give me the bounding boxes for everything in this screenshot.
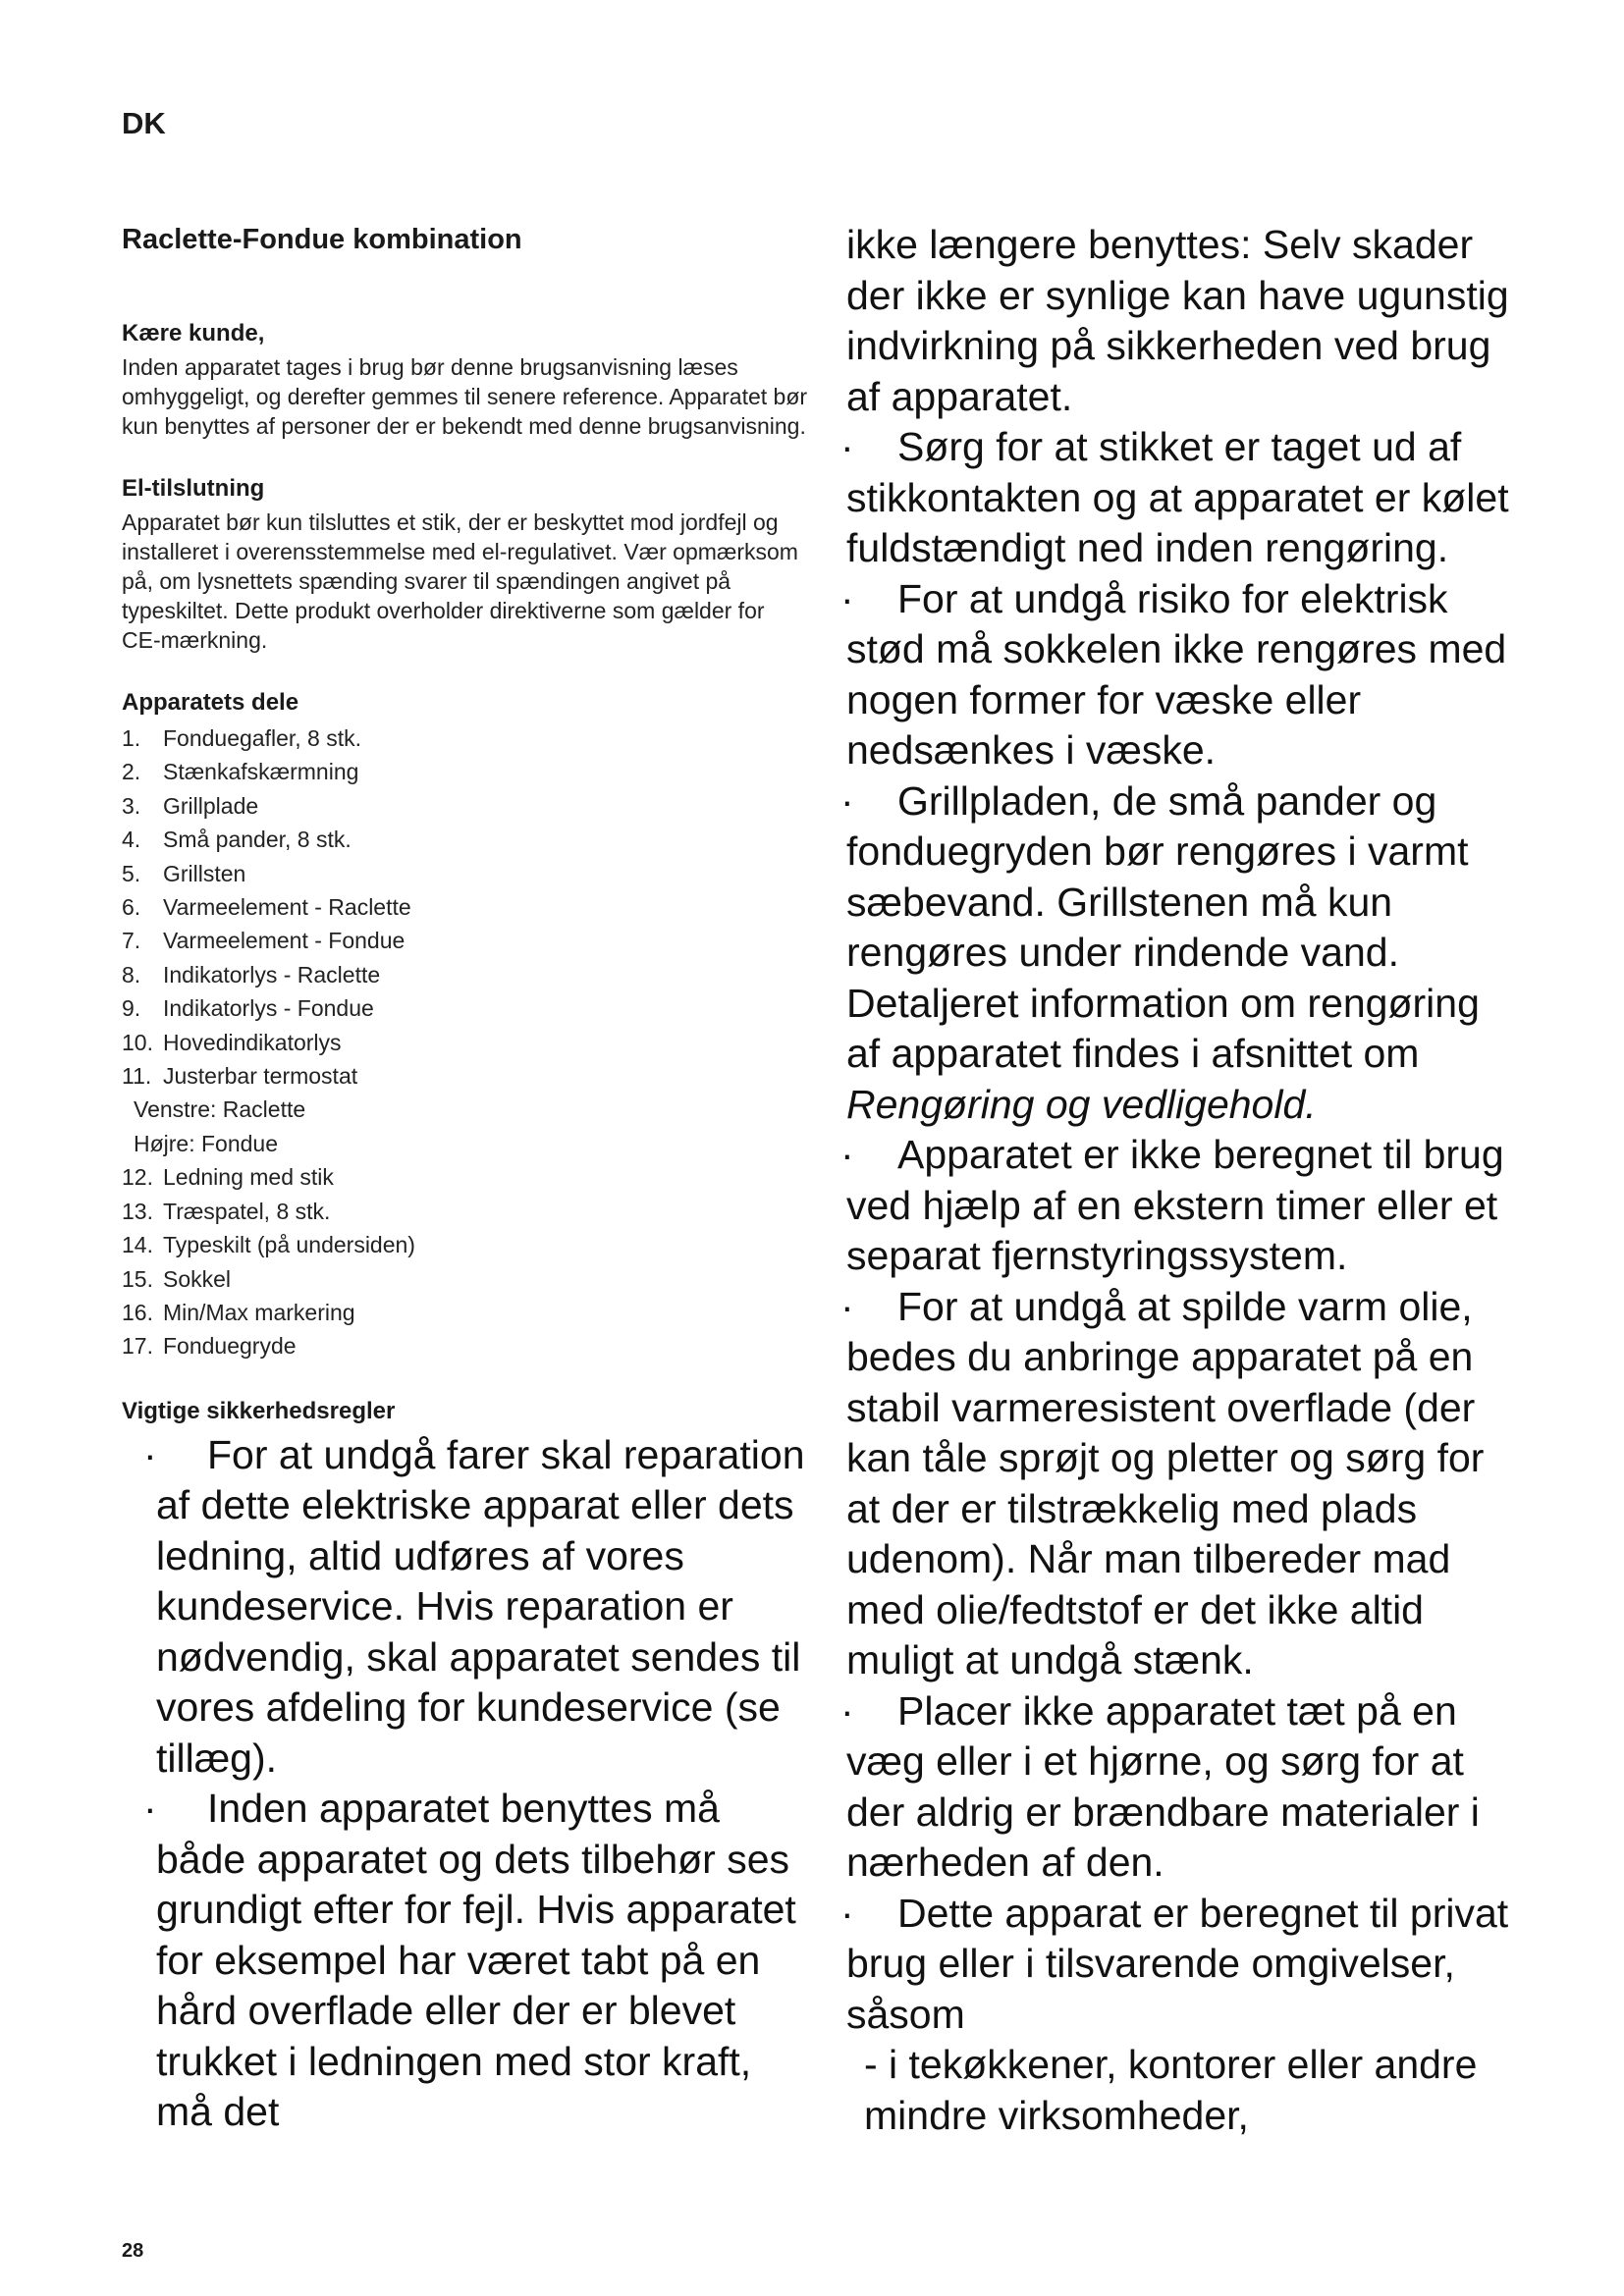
right-column	[840, 220, 1524, 2141]
electric-section	[122, 474, 809, 655]
parts-heading: Apparatets dele	[122, 689, 299, 716]
safety-list-continued	[840, 422, 1524, 2040]
continuation-text: ikke længere benyttes: Selv skader der ikke er synlige kan have ugunstig indvirkning på sikkerheden ved brug af apparatet.	[846, 222, 1509, 419]
safety-list	[122, 1430, 809, 2138]
list-item: 9. Indikatorlys - Fondue	[122, 995, 374, 1022]
list-item: 13. Træspatel, 8 stk.	[122, 1198, 331, 1224]
greeting-text: Inden apparatet tages i brug bør denne brugsanvisning læses omhyggeligt, og derefter gemmes til senere reference. Apparatet bør kun benyttes af personer der er bekendt med denne brugsanvisning.	[122, 354, 808, 439]
list-item: 11. Justerbar termostat	[122, 1063, 358, 1090]
left-column	[122, 224, 809, 2138]
greeting-section	[122, 319, 809, 441]
list-item: · For at undgå farer skal reparation af dette elektriske apparat eller dets ledning, altid udføres af vores kundeservice. Hvis reparation er nødvendig, skal apparatet sendes til vores afdeling for kundeservice (se tillæg).	[143, 1431, 805, 1781]
list-item: · For at undgå at spilde varm olie, bedes du anbringe apparatet på en stabil varmeresistent overflade (der kan tåle sprøjt og pletter og sørg for at der er tilstrækkelig med plads udenom). Når man tilbereder mad med olie/fedtstof er det ikke altid muligt at undgå stænk.	[840, 1283, 1485, 1682]
language-code: DK	[122, 106, 166, 140]
list-item: · Placer ikke apparatet tæt på en væg eller i et hjørne, og sørg for at der aldrig er brændbare materialer i nærheden af den.	[840, 1687, 1480, 1885]
bullet-icon: ·	[143, 1431, 157, 1477]
safety-heading: Vigtige sikkerhedsregler	[122, 1397, 396, 1424]
list-item: 14. Typeskilt (på undersiden)	[122, 1232, 415, 1258]
list-item: · Dette apparat er beregnet til privat brug eller i tilsvarende omgivelser, såsom	[840, 1890, 1509, 2037]
list-item: · For at undgå risiko for elektrisk stød må sokkelen ikke rengøres med nogen former for væske eller nedsænkes i væske.	[840, 575, 1507, 773]
list-item: 6. Varmeelement - Raclette	[122, 894, 411, 921]
list-item: · Sørg for at stikket er taget ud af stikkontakten og at apparatet er kølet fuldstændigt ned inden rengøring.	[840, 424, 1509, 570]
bullet-icon: ·	[840, 424, 854, 469]
list-item: 5. Grillsten	[122, 860, 246, 886]
cleaning-reference: Rengøring og vedligehold.	[846, 1081, 1317, 1127]
bullet-icon: ·	[840, 1132, 854, 1177]
page-number: 28	[122, 2240, 144, 2262]
electric-text: Apparatet bør kun tilsluttes et stik, der er beskyttet mod jordfejl og installeret i overensstemmelse med el-regulativet. Vær opmærksom på, om lysnettets spænding svarer til spændingen angivet på typeskiltet. Dette produkt overholder direktiverne som gælder for CE-mærkning.	[122, 509, 798, 653]
list-item: 4. Små pander, 8 stk.	[122, 827, 352, 853]
safety-section	[122, 1397, 809, 2138]
list-item: 16. Min/Max markering	[122, 1299, 355, 1325]
list-item: · Grillpladen, de små pander og fonduegryden bør rengøres i varmt sæbevand. Grillstenen må kun rengøres under rindende vand. Detaljeret information om rengøring af apparatet findes i afsnittet om Rengøring og vedligehold.	[840, 777, 1480, 1127]
list-item: · Apparatet er ikke beregnet til brug ved hjælp af en ekstern timer eller et separat fjernstyringssystem.	[840, 1132, 1504, 1278]
bullet-icon: ·	[143, 1786, 157, 1832]
parts-section	[122, 688, 809, 1363]
electric-heading: El-tilslutning	[122, 475, 265, 502]
bullet-icon: ·	[840, 1283, 854, 1329]
greeting-heading: Kære kunde,	[122, 320, 265, 347]
list-item: 2. Stænkafskærmning	[122, 759, 359, 785]
list-item: 17. Fonduegryde	[122, 1333, 297, 1360]
list-item: 10. Hovedindikatorlys	[122, 1029, 342, 1055]
list-item: 12. Ledning med stik	[122, 1164, 334, 1191]
list-item: 1. Fonduegafler, 8 stk.	[122, 725, 362, 751]
bullet-icon: ·	[840, 1687, 854, 1734]
list-item: 7. Varmeelement - Fondue	[122, 928, 406, 954]
bullet-icon: ·	[840, 575, 854, 621]
thermostat-left-label: Venstre: Raclette	[134, 1096, 306, 1123]
bullet-icon: ·	[840, 1890, 854, 1936]
list-item: 15. Sokkel	[122, 1265, 232, 1292]
list-item: 3. Grillplade	[122, 792, 259, 819]
list-item: · Inden apparatet benyttes må både apparatet og dets tilbehør ses grundigt efter for fejl. Hvis apparatet for eksempel har været tabt på en hård overflade eller der er blevet trukket i ledningen med stor kraft, må det	[143, 1786, 796, 2135]
list-item: 8. Indikatorlys - Raclette	[122, 961, 381, 988]
parts-list	[122, 721, 809, 1363]
document-title: Raclette-Fondue kombination	[122, 224, 522, 255]
thermostat-right-label: Højre: Fondue	[134, 1130, 279, 1156]
bullet-icon: ·	[840, 777, 854, 824]
usage-sub-item: - i tekøkkener, kontorer eller andre mindre virksomheder,	[864, 2042, 1478, 2138]
